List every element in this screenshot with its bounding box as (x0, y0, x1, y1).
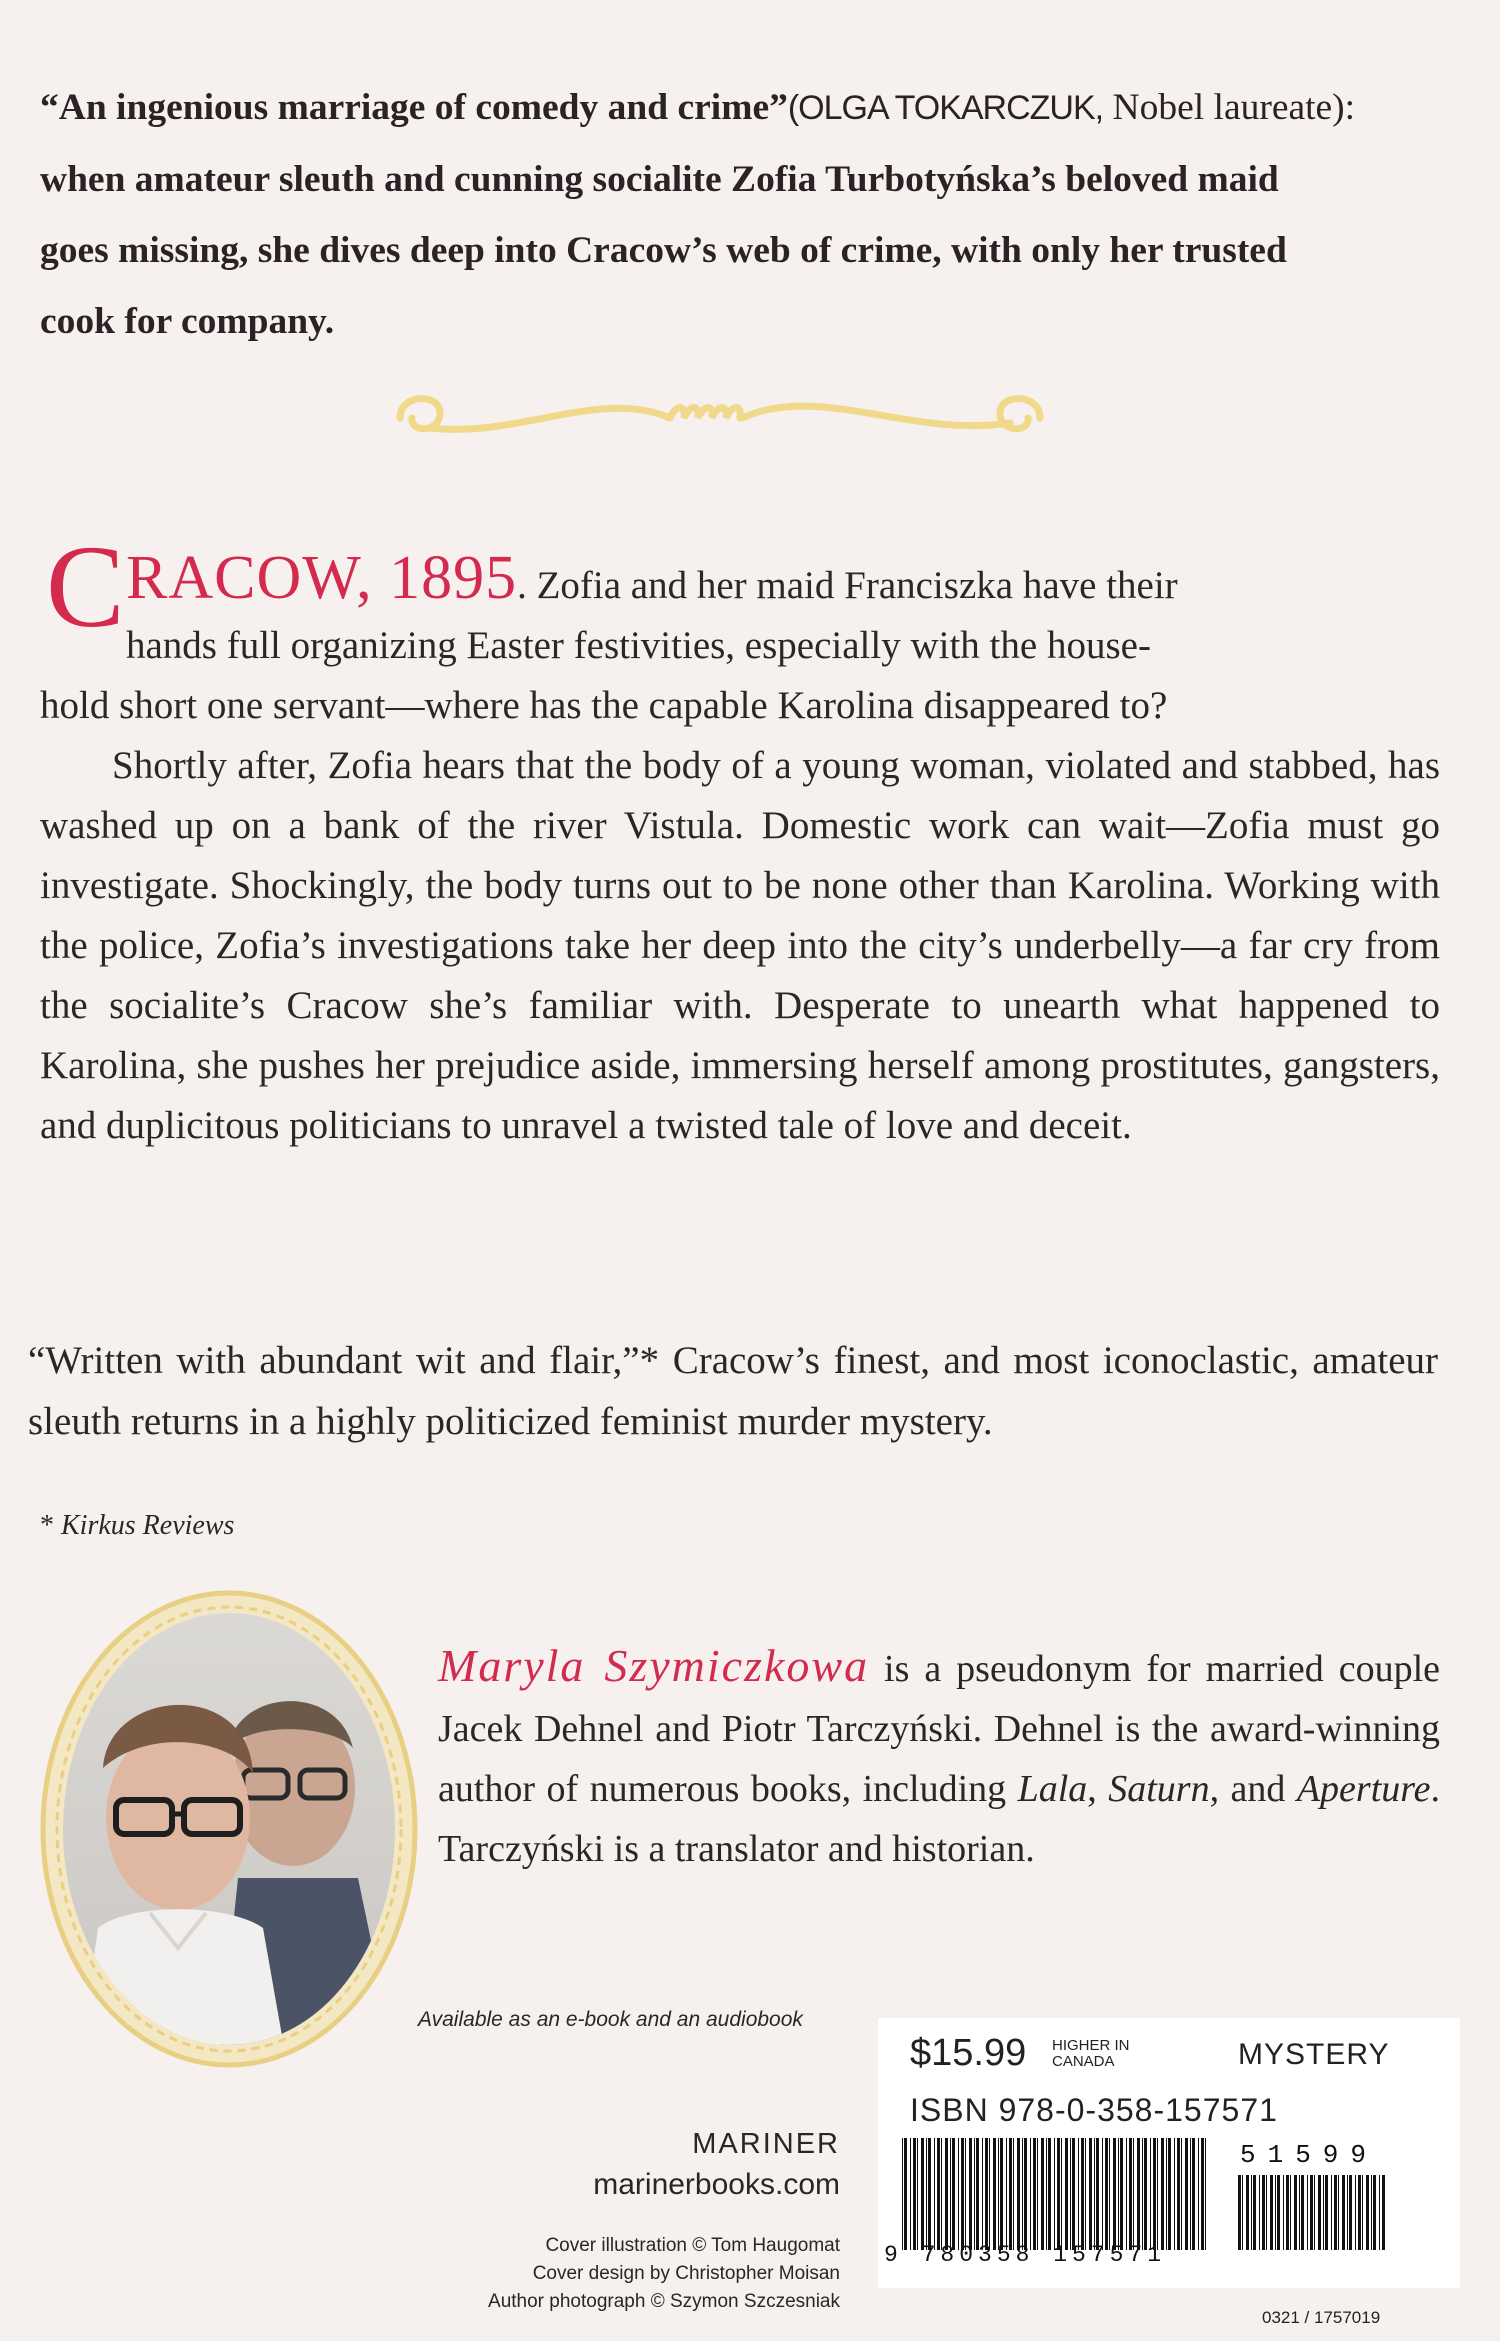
barcode-bar (952, 2138, 955, 2250)
cover-credits (488, 2232, 840, 2316)
bio-sep-2: , and (1209, 1768, 1297, 1810)
barcode-bar (1283, 2175, 1284, 2250)
barcode-bar (937, 2138, 940, 2250)
barcode-bar (958, 2138, 959, 2250)
second-quote (28, 1330, 1438, 1452)
barcode-bar (1299, 2175, 1300, 2250)
barcode-bar (1259, 2175, 1260, 2250)
barcode-bar (1118, 2138, 1119, 2250)
price-note-line-2: CANADA (1052, 2053, 1115, 2070)
barcode-bar (982, 2138, 983, 2250)
book-title-lala: Lala (1017, 1768, 1088, 1810)
para1-line1-text: . Zofia and her maid Franciszka have their (517, 564, 1178, 607)
footnote-source-name: Kirkus Reviews (61, 1510, 235, 1541)
barcode-bar (1310, 2175, 1313, 2250)
barcode-bar (1061, 2138, 1062, 2250)
barcode-bar (1022, 2138, 1023, 2250)
description-para-2: Shortly after, Zofia hears that the body of a young woman, violated and stabbed, has washed up on a bank of the river Vistula. Domestic work can wait—Zofia must go investigate. Shockingly, the body turns out to be none other than Karolina. Working with the police, Zofia’s investigations take her deep into the city’s underbelly—a far cry from the socialite’s Cracow she’s familiar with. Desperate to unearth what happened to Karolina, she pushes her prejudice aside, immersing herself among prostitutes, gangsters, and duplicitous politicians to unravel a twisted tale of love and deceit. (40, 744, 1440, 1147)
barcode-bar (1177, 2138, 1180, 2250)
barcode-bar (910, 2138, 911, 2250)
blurb-line-2: when amateur sleuth and cunning socialite Zofia Turbotyńska’s beloved maid (40, 159, 1279, 200)
barcode-bar (1270, 2175, 1273, 2250)
barcode-bar (1382, 2175, 1385, 2250)
description-para-1-line-3: hold short one servant—where has the capable Karolina disappeared to? (40, 684, 1168, 727)
publisher-website: marinerbooks.com (593, 2168, 840, 2201)
drop-cap: C (46, 521, 125, 652)
availability-note: Available as an e-book and an audiobook (418, 2008, 803, 2031)
barcode-bar (1065, 2138, 1068, 2250)
barcode-bar (1037, 2138, 1038, 2250)
barcode-bar (1129, 2138, 1132, 2250)
author-bio-text (438, 1636, 1440, 1879)
barcode-bar (1318, 2175, 1321, 2250)
barcode-bar (1054, 2138, 1055, 2250)
bio-text-end: . Tarczyński is a translator and historian. (438, 1768, 1440, 1870)
barcode-bar (904, 2138, 907, 2250)
description (40, 521, 1440, 1156)
barcode-bar (998, 2138, 999, 2250)
barcode-digits: 9 780358 157571 (884, 2242, 1167, 2268)
barcode-bar (1251, 2175, 1252, 2250)
barcode-bar (1277, 2175, 1280, 2250)
barcode-bar (1366, 2175, 1369, 2250)
barcode-bar (1192, 2138, 1195, 2250)
barcode-bar (1205, 2138, 1206, 2250)
barcode-bar (1262, 2175, 1265, 2250)
barcode-addon (1236, 2175, 1386, 2250)
blurb-line-4: cook for company. (40, 301, 335, 342)
barcode-addon-digits: 51599 (1240, 2140, 1379, 2170)
flourish-ornament (370, 378, 1070, 468)
barcode-bar (1161, 2138, 1164, 2250)
genre-category: MYSTERY (1238, 2038, 1390, 2071)
barcode-bar (969, 2138, 972, 2250)
barcode-bar (1089, 2138, 1092, 2250)
barcode-bar (1133, 2138, 1134, 2250)
barcode-bar (1181, 2138, 1182, 2250)
barcode-bar (1017, 2138, 1020, 2250)
price: $15.99 (910, 2032, 1027, 2074)
barcode-bar (993, 2138, 996, 2250)
barcode-bar (1013, 2138, 1014, 2250)
barcode-bar (921, 2138, 924, 2250)
barcode-bar (1373, 2175, 1376, 2250)
price-note (1052, 2038, 1130, 2070)
barcode-bar (1150, 2138, 1151, 2250)
barcode-bar (917, 2138, 918, 2250)
footnote-source (40, 1510, 234, 1542)
bio-sep-1: , (1087, 1768, 1109, 1810)
barcode-bar (1009, 2138, 1012, 2250)
barcode-bar (1338, 2175, 1339, 2250)
barcode-bar (1078, 2138, 1079, 2250)
barcode-bar (1201, 2138, 1204, 2250)
barcode-bar (950, 2138, 951, 2250)
barcode-bar (1325, 2175, 1328, 2250)
barcode-bar (1072, 2138, 1075, 2250)
blurb-line-1 (40, 72, 1440, 144)
barcode-bar (1198, 2138, 1199, 2250)
barcode-bar (1113, 2138, 1116, 2250)
barcode-bar (1048, 2138, 1051, 2250)
barcode-bar (1094, 2138, 1095, 2250)
barcode-bar (1033, 2138, 1036, 2250)
barcode-bar (1102, 2138, 1103, 2250)
barcode-bar (1323, 2175, 1324, 2250)
barcode-bar (1057, 2138, 1060, 2250)
credit-illustration: Cover illustration © Tom Haugomat (545, 2235, 840, 2256)
book-title-saturn: Saturn (1108, 1768, 1210, 1810)
barcode-bar (1142, 2138, 1143, 2250)
barcode-bar (1294, 2175, 1297, 2250)
barcode-bar (965, 2138, 966, 2250)
barcode-bar (1144, 2138, 1147, 2250)
barcode-bar (1157, 2138, 1158, 2250)
barcode-bar (974, 2138, 975, 2250)
barcode-bar (1168, 2138, 1171, 2250)
barcode-bar (1290, 2175, 1291, 2250)
barcode-bar (1355, 2175, 1356, 2250)
quote-credit-name: (OLGA TOKARCZUK, (787, 89, 1104, 127)
second-quote-text: “Written with abundant wit and flair,”* Cracow’s finest, and most iconoclastic, amateur sleuth returns in a highly politicized feminist murder mystery. (28, 1339, 1438, 1443)
barcode-bar (961, 2138, 964, 2250)
barcode-bar (1137, 2138, 1140, 2250)
bio-text-start: is a pseudonym for married couple Jacek Dehnel and Piotr Tarczyński. Dehnel is the award-winning author of numerous books, including (438, 1648, 1440, 1810)
barcode-bar (1266, 2175, 1267, 2250)
barcode-bar (934, 2138, 935, 2250)
barcode-bar (985, 2138, 988, 2250)
barcode-bar (1174, 2138, 1175, 2250)
barcode-bar (1024, 2138, 1027, 2250)
barcode-bar (1185, 2138, 1188, 2250)
barcode-bar (1166, 2138, 1167, 2250)
barcode-bar (1085, 2138, 1086, 2250)
barcode-bar (1041, 2138, 1044, 2250)
credit-design: Cover design by Christopher Moisan (532, 2263, 840, 2284)
barcode-bar (1371, 2175, 1372, 2250)
barcode-bar (941, 2138, 942, 2250)
barcode-bar (1153, 2138, 1156, 2250)
barcode-bar (1242, 2175, 1243, 2250)
barcode-bar (1126, 2138, 1127, 2250)
barcode-bar (902, 2138, 903, 2250)
quote-credit-role: Nobel laureate): (1103, 87, 1356, 128)
barcode-bar (1314, 2175, 1315, 2250)
footnote-star: * (40, 1510, 61, 1541)
barcode-bar (1301, 2175, 1304, 2250)
barcode-bar (976, 2138, 979, 2250)
blurb-quote: “An ingenious marriage of comedy and crime” (40, 87, 788, 128)
barcode-bar (1275, 2175, 1276, 2250)
barcode-bar (926, 2138, 927, 2250)
barcode-bar (1120, 2138, 1123, 2250)
barcode-bar (1030, 2138, 1031, 2250)
barcode-bar (1046, 2138, 1047, 2250)
place-date-heading: RACOW, 1895 (126, 544, 518, 612)
barcode-bar (1190, 2138, 1191, 2250)
barcode-bar (1358, 2175, 1361, 2250)
barcode-bar (1070, 2138, 1071, 2250)
barcode-bar (1253, 2175, 1256, 2250)
barcode-bar (1006, 2138, 1007, 2250)
publisher-name: MARINER (692, 2128, 840, 2160)
barcode-bar (989, 2138, 990, 2250)
barcode-bar (1379, 2175, 1380, 2250)
barcode-bar (913, 2138, 916, 2250)
barcode-bar (1109, 2138, 1110, 2250)
author-pseudonym: Maryla Szymiczkowa (438, 1640, 870, 1691)
barcode-bar (1000, 2138, 1003, 2250)
barcode-bar (1238, 2175, 1241, 2250)
barcode-bar (1286, 2175, 1289, 2250)
author-photo (38, 1588, 420, 2070)
barcode-bar (1246, 2175, 1249, 2250)
author-bio (438, 1636, 1440, 1879)
barcode-bar (1096, 2138, 1099, 2250)
price-note-line-1: HIGHER IN (1052, 2037, 1130, 2054)
blurb-line-3: goes missing, she dives deep into Cracow’s web of crime, with only her trusted (40, 230, 1287, 271)
barcode-bar (1362, 2175, 1363, 2250)
top-blurb (40, 72, 1440, 357)
isbn-number: ISBN 978-0-358-157571 (910, 2092, 1278, 2128)
barcode-bar (1307, 2175, 1308, 2250)
barcode-bar (1105, 2138, 1108, 2250)
barcode-bar (1347, 2175, 1348, 2250)
book-title-aperture: Aperture (1296, 1768, 1431, 1810)
description-para-1-line-2: hands full organizing Easter festivities, especially with the house- (126, 624, 1151, 667)
barcode-bar (928, 2138, 931, 2250)
barcode-bar (1331, 2175, 1332, 2250)
barcode-main (900, 2138, 1210, 2250)
catalog-code: 0321 / 1757019 (1262, 2308, 1381, 2327)
barcode-bar (1334, 2175, 1337, 2250)
barcode-bar (1081, 2138, 1084, 2250)
barcode-bar (1349, 2175, 1352, 2250)
barcode-bar (945, 2138, 948, 2250)
credit-photo: Author photograph © Szymon Szczesniak (488, 2291, 840, 2312)
barcode-bar (1342, 2175, 1345, 2250)
